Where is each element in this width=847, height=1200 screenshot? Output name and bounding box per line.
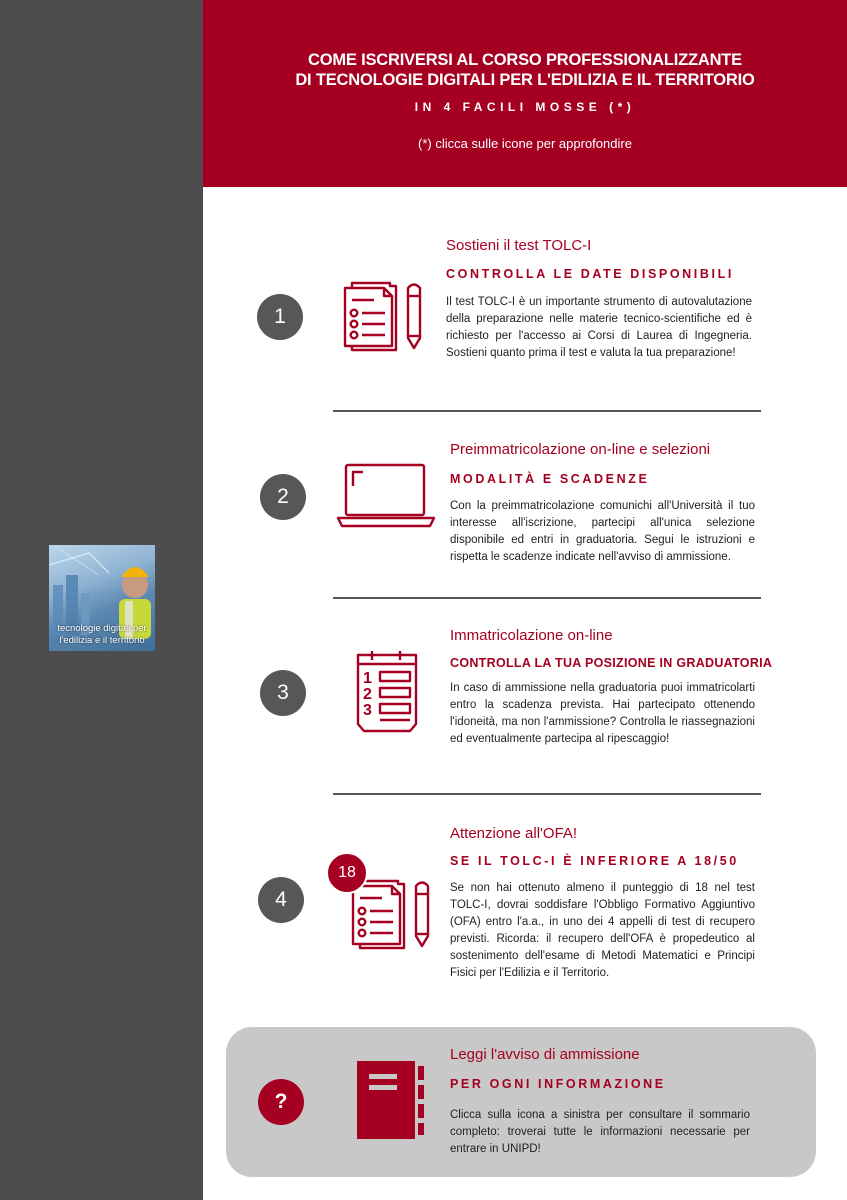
step-1-kicker: CONTROLLA LE DATE DISPONIBILI: [446, 267, 734, 281]
step-1-number: 1: [257, 294, 303, 340]
course-thumbnail-link[interactable]: [49, 545, 155, 651]
step-2-title: Preimmatricolazione on-line e selezioni: [450, 441, 711, 458]
step-3-kicker: CONTROLLA LA TUA POSIZIONE IN GRADUATORIA: [450, 656, 773, 670]
svg-text:2: 2: [363, 686, 372, 703]
step-3-number: 3: [260, 670, 306, 716]
step-4-kicker: SE IL TOLC-I È INFERIORE A 18/50: [450, 854, 739, 868]
step-3-title: Immatricolazione on-line: [450, 627, 613, 644]
laptop-icon[interactable]: [336, 462, 436, 530]
step-2-kicker: MODALITÀ E SCADENZE: [450, 472, 650, 486]
page-title-line-2: DI TECNOLOGIE DIGITALI PER L'EDILIZIA E IL TERRITORIO: [295, 71, 755, 89]
info-title: Leggi l'avviso di ammissione: [450, 1046, 640, 1063]
ofa-score-badge: 18: [326, 852, 368, 894]
step-2-body: Con la preimmatricolazione comunichi all'Università il tuo interesse all'iscrizione, partecipi all'unica selezione disponibile ed entri in graduatoria. Segui le istruzioni e rispetta le scadenze indicate nell'avviso di ammissione.: [450, 500, 755, 563]
info-question-badge: ?: [258, 1079, 304, 1125]
step-4-title: Attenzione all'OFA!: [450, 825, 578, 842]
svg-text:3: 3: [363, 702, 372, 719]
step-1-body: Il test TOLC-I è un importante strumento di autovalutazione della preparazione nelle materie tecnico-scientifiche ed è richiesto per l'accesso ai Corsi di Laurea di Ingegneria. Sostieni quanto prima il test e valuta la tua preparazione!: [446, 296, 752, 359]
divider: [333, 410, 761, 412]
step-4-number: 4: [258, 877, 304, 923]
info-body: Clicca sulla icona a sinistra per consultare il sommario completo: troverai tutte le informazioni necessarie per entrare in UNIPD!: [450, 1109, 750, 1155]
info-kicker: PER OGNI INFORMAZIONE: [450, 1077, 666, 1091]
ranking-list-icon[interactable]: [350, 650, 422, 736]
step-1-title: Sostieni il test TOLC-I: [446, 237, 592, 254]
header-banner: [203, 0, 847, 187]
page-note: (*) clicca sulle icone per approfondire: [418, 136, 632, 151]
divider: [333, 597, 761, 599]
page-title-line-1: COME ISCRIVERSI AL CORSO PROFESSIONALIZZANTE: [308, 51, 742, 69]
page-subtitle: IN 4 FACILI MOSSE (*): [414, 100, 636, 114]
thumbnail-caption: tecnologie digitali per l'edilizia e il territorio: [57, 623, 147, 646]
step-3-body: In caso di ammissione nella graduatoria puoi immatricolarti entro la scadenza prevista. Hai partecipato ottenendo l'idoneità, ma non l'ammissione? Controlla le riassegnazioni ed eventualmente partecipa al ripescaggio!: [450, 682, 755, 745]
svg-text:1: 1: [363, 670, 372, 687]
document-pencil-icon[interactable]: [340, 278, 424, 354]
step-4-body: Se non hai ottenuto almeno il punteggio di 18 nel test TOLC-I, dovrai soddisfare l'Obbligo Formativo Aggiuntivo (OFA) entro l'a.a., in uno dei 4 appelli di test di recupero previsti. Ricorda: il recupero dell'OFA è propedeutico al sostenimento dell'esame di Metodi Matematici e Principi Fisici per l'Edilizia e il Territorio.: [450, 882, 755, 979]
divider: [333, 793, 761, 795]
step-2-number: 2: [260, 474, 306, 520]
notebook-icon[interactable]: [354, 1058, 432, 1142]
page-title: [203, 50, 847, 90]
